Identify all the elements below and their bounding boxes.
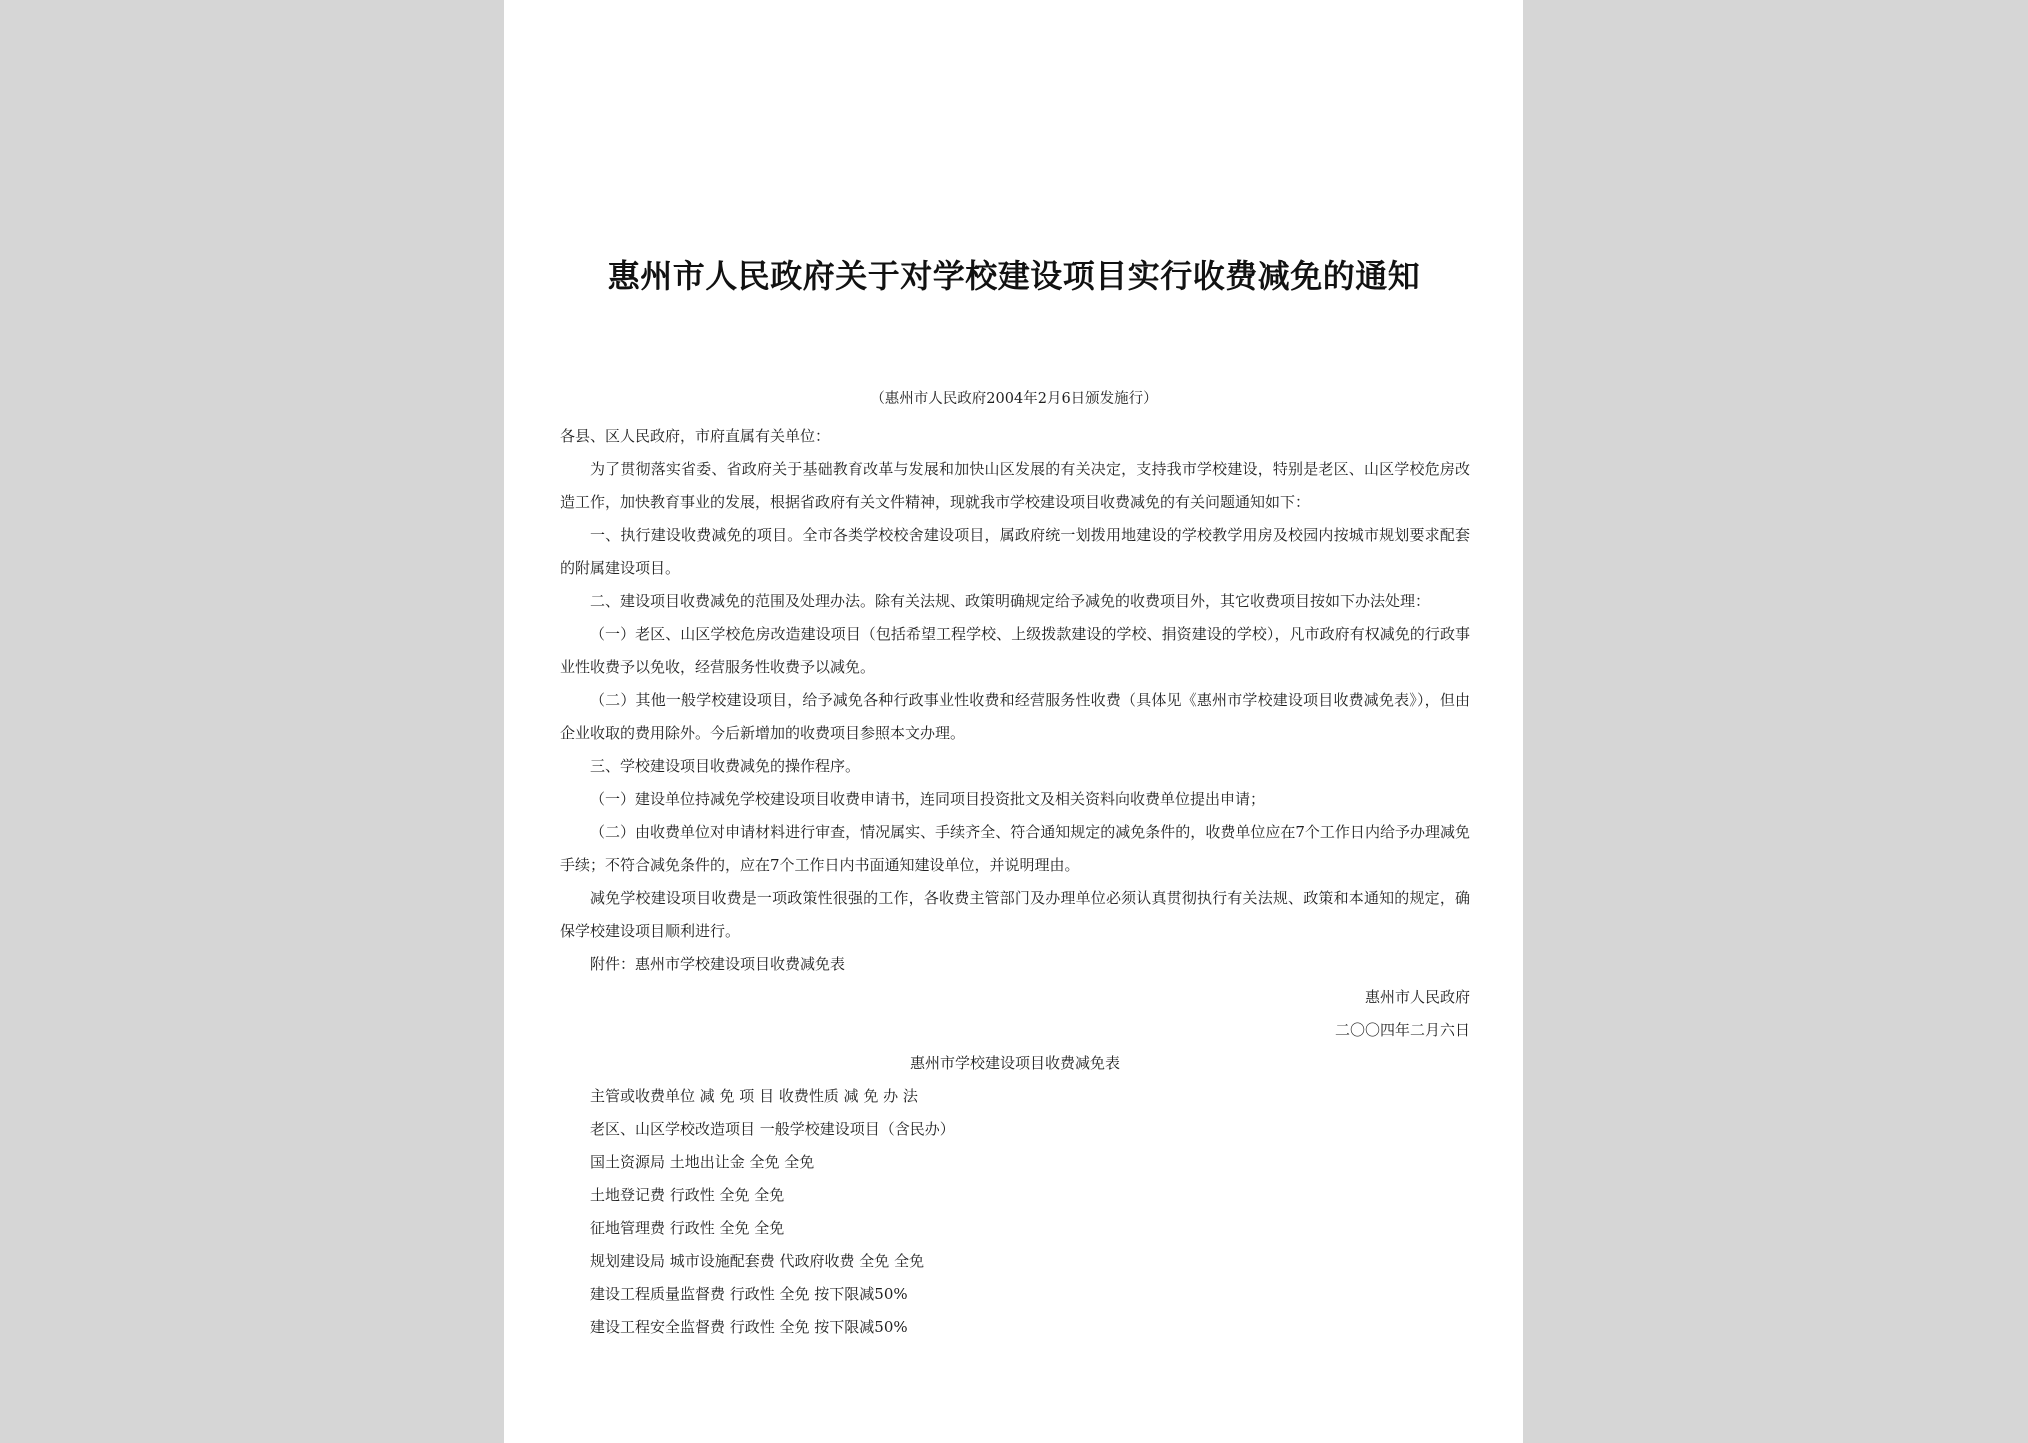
attachment-note: 附件：惠州市学校建设项目收费减免表: [590, 955, 846, 973]
attachment-row: 老区、山区学校改造项目 一般学校建设项目（含民办）: [590, 1120, 955, 1138]
document-subtitle: （惠州市人民政府2004年2月6日颁发施行）: [870, 391, 1158, 407]
attachment-row: 国土资源局 土地出让金 全免 全免: [590, 1153, 815, 1171]
document-page: [504, 0, 1523, 1443]
paragraph: 为了贯彻落实省委、省政府关于基础教育改革与发展和加快山区发展的有关决定，支持我市学校建设，特别是老区、山区学校危房改造工作，加快教育事业的发展，根据省政府有关文件精神，现就我市学校建设项目收费减免的有关问题通知如下：: [560, 460, 1470, 511]
attachment-row: 建设工程安全监督费 行政性 全免 按下限减50%: [590, 1318, 908, 1336]
attachment-row: 主管或收费单位 减 免 项 目 收费性质 减 免 办 法: [590, 1087, 918, 1105]
paragraph: （一）建设单位持减免学校建设项目收费申请书，连同项目投资批文及相关资料向收费单位提出申请；: [590, 790, 1266, 808]
document-body: [560, 420, 1470, 1344]
attachment-row: 土地登记费 行政性 全免 全免: [590, 1186, 785, 1204]
attachment-title: 惠州市学校建设项目收费减免表: [909, 1054, 1120, 1072]
issue-date: 二〇〇四年二月六日: [1334, 1021, 1470, 1039]
salutation: 各县、区人民政府，市府直属有关单位：: [560, 427, 831, 445]
document-title: 惠州市人民政府关于对学校建设项目实行收费减免的通知: [607, 257, 1421, 295]
issuer-signature: 惠州市人民政府: [1364, 988, 1470, 1006]
paragraph: （二）由收费单位对申请材料进行审查，情况属实、手续齐全、符合通知规定的减免条件的，收费单位应在7个工作日内给予办理减免手续；不符合减免条件的，应在7个工作日内书面通知建设单位，并说明理由。: [560, 823, 1470, 874]
attachment-row: 规划建设局 城市设施配套费 代政府收费 全免 全免: [590, 1252, 925, 1270]
paragraph: 一、执行建设收费减免的项目。全市各类学校校舍建设项目，属政府统一划拨用地建设的学校教学用房及校园内按城市规划要求配套的附属建设项目。: [560, 526, 1470, 577]
paragraph: （二）其他一般学校建设项目，给予减免各种行政事业性收费和经营服务性收费（具体见《惠州市学校建设项目收费减免表》），但由企业收取的费用除外。今后新增加的收费项目参照本文办理。: [560, 691, 1470, 742]
attachment-row: 建设工程质量监督费 行政性 全免 按下限减50%: [590, 1285, 908, 1303]
paragraph: 三、学校建设项目收费减免的操作程序。: [590, 757, 861, 775]
paragraph: （一）老区、山区学校危房改造建设项目（包括希望工程学校、上级拨款建设的学校、捐资建设的学校），凡市政府有权减免的行政事业性收费予以免收，经营服务性收费予以减免。: [560, 625, 1470, 676]
paragraph: 二、建设项目收费减免的范围及处理办法。除有关法规、政策明确规定给予减免的收费项目外，其它收费项目按如下办法处理：: [590, 592, 1431, 610]
paragraph: 减免学校建设项目收费是一项政策性很强的工作，各收费主管部门及办理单位必须认真贯彻执行有关法规、政策和本通知的规定，确保学校建设项目顺利进行。: [560, 889, 1470, 940]
attachment-row: 征地管理费 行政性 全免 全免: [590, 1219, 785, 1237]
